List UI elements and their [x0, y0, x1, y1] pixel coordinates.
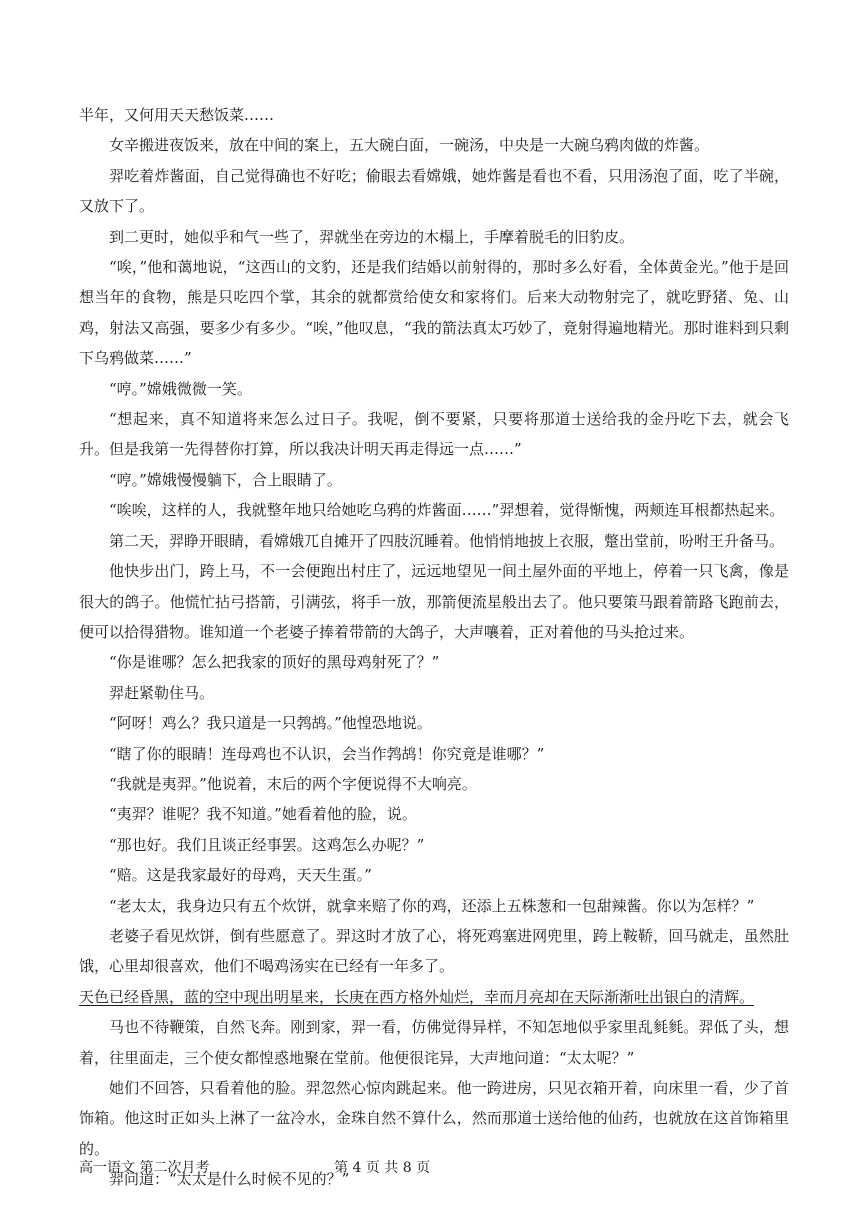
paragraph-3: 羿吃着炸酱面，自己觉得确也不好吃；偷眼去看嫦娥，她炸酱是看也不看，只用汤泡了面，吃了半碗，又放下了。 — [79, 166, 789, 216]
paragraph-8: “哼。”嫦娥慢慢躺下，合上眼睛了。 — [109, 470, 342, 489]
paragraph-17: “夷羿？谁呢？我不知道。”她看着他的脸，说。 — [109, 805, 417, 824]
paragraph-19: “赔。这是我家最好的母鸡，天天生蛋。” — [109, 866, 372, 885]
paragraph-12: “你是谁哪？怎么把我家的顶好的黑母鸡射死了？” — [109, 653, 440, 672]
reading-passage — [79, 100, 789, 1195]
paragraph-10: 第二天，羿睁开眼睛，看嫦娥兀自摊开了四肢沉睡着。他悄悄地披上衣服，蹩出堂前，吩咐王升备马。 — [109, 531, 785, 550]
paragraph-1: 半年，又何用天天愁饭菜…… — [79, 106, 275, 124]
paragraph-25: 羿问道：“太太是什么时候不见的？” — [109, 1170, 350, 1189]
paragraph-20: “老太太，我身边只有五个炊饼，就拿来赔了你的鸡，还添上五株葱和一包甜辣酱。你以为怎样？” — [109, 896, 755, 915]
exam-title: 高一语文 第二次月考 — [79, 1160, 210, 1176]
paragraph-11: 他快步出门，跨上马，不一会便跑出村庄了，远远地望见一间土屋外面的平地上，停着一只飞禽，像是很大的鸽子。他慌忙拈弓搭箭，引满弦，将手一放，那箭便流星般出去了。他只要策马跟着箭路飞跑前去，便可以拾得猎物。谁知道一个老婆子捧着带箭的大鸽子，大声嚷着，正对着他的马头抢过来。 — [79, 562, 789, 641]
paragraph-24: 她们不回答，只看着他的脸。羿忽然心惊肉跳起来。他一跨进房，只见衣箱开着，向床里一看，少了首饰箱。他这时正如头上淋了一盆冷水，金珠自然不算什么，然而那道士送给他的仙药，也就放在这首饰箱里的。 — [79, 1079, 789, 1158]
paragraph-5: “唉，”他和蔼地说，“这西山的文豹，还是我们结婚以前射得的，那时多么好看，全体黄金光。”他于是回想当年的食物，熊是只吃四个掌，其余的就都赏给使女和家将们。后来大动物射完了，就吃野猪、兔、山鸡，射法又高强，要多少有多少。“唉，”他叹息，“我的箭法真太巧妙了，竟射得遍地精光。那时谁料到只剩下乌鸦做菜……” — [79, 258, 789, 368]
paragraph-15: “瞎了你的眼睛！连母鸡也不认识，会当作鹁鸪！你究竟是谁哪？” — [109, 744, 545, 763]
paragraph-21: 老婆子看见炊饼，倒有些愿意了。羿这时才放了心，将死鸡塞进网兜里，跨上鞍鞒，回马就走，虽然肚饿，心里却很喜欢，他们不喝鸡汤实在已经有一年多了。 — [79, 926, 789, 976]
paragraph-6: “哼。”嫦娥微微一笑。 — [109, 379, 252, 398]
paragraph-16: “我就是夷羿。”他说着，末后的两个字便说得不大响亮。 — [109, 774, 477, 793]
paragraph-4: 到二更时，她似乎和气一些了，羿就坐在旁边的木榻上，手摩着脱毛的旧豹皮。 — [109, 227, 635, 246]
paragraph-23: 马也不待鞭策，自然飞奔。刚到家，羿一看，仿佛觉得异样，不知怎地似乎家里乱毵毵。羿低了头，想着，往里面走，三个使女都惶惑地聚在堂前。他便很诧异，大声地问道：“太太呢？” — [79, 1018, 789, 1067]
paragraph-2: 女辛搬进夜饭来，放在中间的案上，五大碗白面，一碗汤，中央是一大碗乌鸦肉做的炸酱。 — [109, 136, 710, 155]
paragraph-18: “那也好。我们且谈正经事罢。这鸡怎么办呢？” — [109, 835, 425, 854]
page-number: 第 4 页 共 8 页 — [334, 1160, 431, 1176]
paragraph-14: “阿呀！鸡么？我只道是一只鹁鸪。”他惶恐地说。 — [109, 714, 432, 733]
paragraph-7: “想起来，真不知道将来怎么过日子。我呢，倒不要紧，只要将那道士送给我的金丹吃下去，就会飞升。但是我第一先得替你打算，所以我决计明天再走得远一点……” — [79, 410, 789, 459]
paragraph-13: 羿赶紧勒住马。 — [109, 683, 215, 702]
paragraph-9: “唉唉，这样的人，我就整年地只给她吃乌鸦的炸酱面……”羿想着，觉得惭愧，两颊连耳根都热起来。 — [109, 501, 785, 520]
underlined-sentence: 天色已经昏黑，蓝的空中现出明星来，长庚在西方格外灿烂，幸而月亮却在天际渐渐吐出银白的清辉。 — [79, 987, 755, 1006]
